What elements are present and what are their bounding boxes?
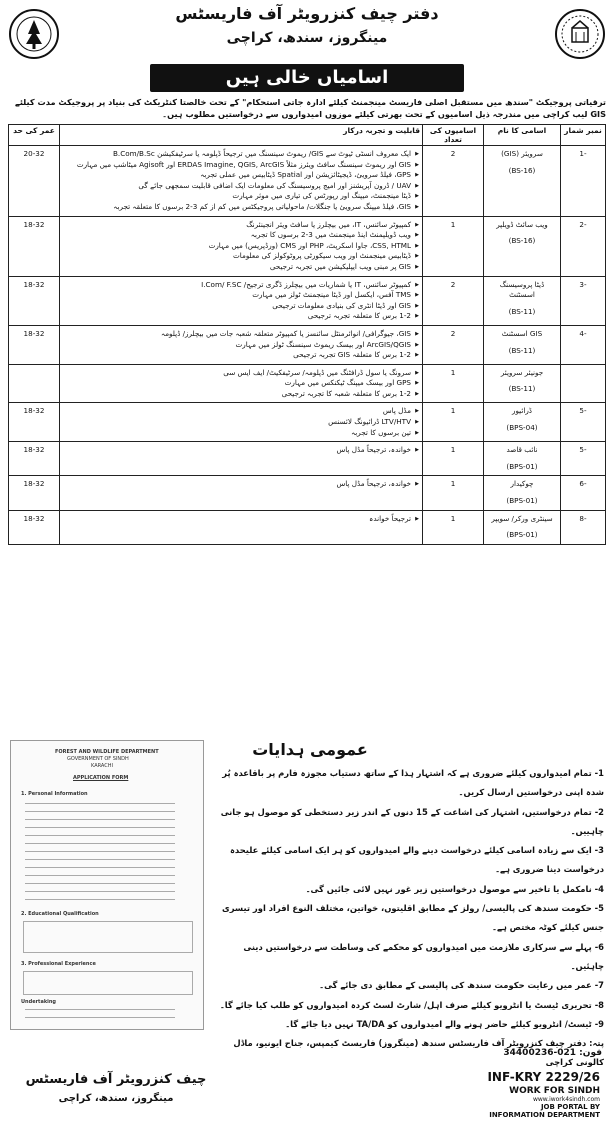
- post-scale: (BS-16): [508, 236, 536, 246]
- post-name: ویب سائٹ ڈویلپر: [496, 219, 548, 229]
- qualification-item: ▶ ڈیٹابیس مینجمنٹ اور ویب سیکورٹی پروٹوکولز کی معلومات: [63, 251, 419, 262]
- forest-department-logo-icon: [8, 8, 60, 60]
- instruction-item: 7- عمر میں رعایت حکومت سندھ کی پالیسی کے مطابق دی جائے گی۔: [319, 980, 604, 991]
- qualification-item: ▶ ایک معروف انسٹی ٹیوٹ سے GIS/ ریموٹ سینسنگ میں ترجیحاً ڈپلومہ یا سرٹیفکیشن B.Com/B.Sc: [63, 149, 419, 160]
- instruction-item: 9- ٹیسٹ/ انٹرویو کیلئے حاضر ہونے والے امیدواروں کو TA/DA نہیں دیا جائے گا۔: [285, 1018, 604, 1029]
- qualification-item: ▶ 1-2 برس کا متعلقہ شعبہ کا تجربہ ترجیحی: [63, 389, 419, 400]
- table-row: [9, 476, 606, 510]
- row-sno: -5: [561, 403, 606, 442]
- signatory-name: چیف کنزرویٹر آف فاریسٹس: [25, 1072, 207, 1087]
- row-post-title: [484, 276, 561, 325]
- post-name: سرویئر (GIS): [501, 149, 543, 158]
- post-scale: (BS-16): [508, 165, 536, 175]
- row-qualification: [60, 364, 423, 403]
- header-qualification: قابلیت و تجربہ درکار: [60, 125, 423, 146]
- qualification-item: ▶ کمپیوٹر سائنس، IT یا شماریات میں بیچلرز ڈگری ترجیح/ I.Com/ F.SC: [63, 280, 419, 291]
- row-sno: -1: [561, 146, 606, 217]
- row-sno: -2: [561, 216, 606, 276]
- qualification-list: [63, 329, 419, 361]
- header-age: عمر کی حد: [9, 125, 60, 146]
- row-sno: -8: [561, 510, 606, 544]
- row-post-count: 1: [423, 403, 484, 442]
- qualification-item: ▶ GIS اور ڈیٹا انٹری کی بنیادی معلومات ترجیحی: [63, 301, 419, 312]
- form-section-experience: 3. Professional Experience: [21, 961, 96, 967]
- row-sno: -5: [561, 442, 606, 476]
- instructions-list: [210, 764, 604, 1073]
- qualification-item: ▶ خواندہ، ترجیحاً مڈل پاس: [63, 479, 419, 490]
- row-sno: -3: [561, 276, 606, 325]
- qualification-list: [63, 479, 419, 490]
- qualification-item: ▶ UAV / ڈرون آپریشنز اور امیج پروسیسنگ کی معلومات ایک اضافی قابلیت سمجھی جائے گی: [63, 181, 419, 192]
- row-qualification: [60, 325, 423, 364]
- row-qualification: [60, 442, 423, 476]
- header-title: اسامی کا نام: [484, 125, 561, 146]
- qualification-item: ▶ کمپیوٹر سائنس، IT، میں بیچلرز یا سافٹ ویئر انجینئرنگ: [63, 220, 419, 231]
- post-name: ڈرائیور: [511, 406, 533, 416]
- instruction-item: 2- تمام درخواستیں، اشتہار کی اشاعت کے 15 دنوں کے اندر زیر دستخطی کو موصول ہو جانی چاہییں۔: [220, 806, 604, 836]
- form-gov: GOVERNMENT OF SINDH: [67, 756, 129, 762]
- row-qualification: [60, 510, 423, 544]
- instruction-item: 5- حکومت سندھ کی پالیسی/ رولز کے مطابق اقلیتوں، خواتین، مختلف النوع افراد اور تیسری جنس کیلئے کوٹہ مختص ہے۔: [222, 903, 604, 933]
- instruction-item: 1- تمام امیدواروں کیلئے ضروری ہے کہ اشتہار ہذا کے ساتھ دستیاب مجوزہ فارم پر باقاعدہ پُر شدہ اپنی درخواستیں ارسال کریں۔: [222, 768, 604, 798]
- qualification-list: [63, 406, 419, 438]
- qualification-list: [63, 368, 419, 400]
- contact-phone: فون: 021-34400236: [503, 1048, 602, 1058]
- row-post-count: 2: [423, 325, 484, 364]
- row-age-limit: 18-32: [9, 216, 60, 276]
- ad-reference-block: [460, 1070, 600, 1119]
- instruction-item: 4- نامکمل یا تاخیر سے موصول درخواستیں زیر غور نہیں لائی جائیں گی۔: [305, 883, 604, 894]
- signatory-place: مینگروز، سندھ، کراچی: [58, 1093, 174, 1104]
- row-age-limit: 18-32: [9, 403, 60, 442]
- row-age-limit: 18-32: [9, 510, 60, 544]
- table-row: [9, 146, 606, 217]
- table-row: [9, 364, 606, 403]
- qualification-list: [63, 220, 419, 273]
- row-post-title: [484, 364, 561, 403]
- qualification-item: ▶ CSS, HTML، جاوا اسکرپٹ، PHP اور CMS (ورڈپریس) میں مہارت: [63, 241, 419, 252]
- qualification-item: ▶ ترجیحاً خواندہ: [63, 514, 419, 525]
- row-post-count: 1: [423, 216, 484, 276]
- post-scale: (BS-11): [508, 384, 536, 394]
- row-age-limit: 18-32: [9, 325, 60, 364]
- row-sno: -4: [561, 325, 606, 364]
- row-post-title: [484, 476, 561, 510]
- office-address: پتہ: دفتر چیف کنزرویٹر آف فاریسٹس سندھ (مینگروز) فاریسٹ کیمپس، جناح ایونیو، ماڈل کالونی کراچی: [233, 1038, 604, 1068]
- row-age-limit: [9, 364, 60, 403]
- row-post-count: 1: [423, 510, 484, 544]
- form-doc-title: APPLICATION FORM: [73, 775, 129, 781]
- qualification-item: ▶ TMS آفس، ایکسل اور ڈیٹا مینجمنٹ ٹولز میں مہارت: [63, 290, 419, 301]
- row-post-count: 2: [423, 146, 484, 217]
- row-post-title: [484, 216, 561, 276]
- form-org: FOREST AND WILDLIFE DEPARTMENT: [55, 749, 159, 755]
- office-title: دفتر چیف کنزرویٹر آف فاریسٹس: [175, 4, 439, 23]
- table-row: [9, 216, 606, 276]
- form-section-undertaking: Undertaking: [21, 999, 56, 1005]
- post-name: ڈیٹا پروسیسنگ اسسٹنٹ: [499, 279, 545, 300]
- form-city: KARACHI: [91, 763, 113, 769]
- post-name: نائب قاصد: [506, 445, 538, 455]
- qualification-list: [63, 514, 419, 525]
- signatory-block: [16, 1072, 216, 1104]
- qualification-item: ▶ ArcGIS/QGIS اور بیسک ریموٹ سینسنگ ٹولز میں مہارت: [63, 340, 419, 351]
- ad-reference-code: INF-KRY 2229/26: [487, 1070, 600, 1084]
- row-age-limit: 18-32: [9, 442, 60, 476]
- header: [0, 0, 614, 92]
- table-row: [9, 510, 606, 544]
- application-form-thumbnail: [10, 740, 204, 1030]
- row-sno: -6: [561, 476, 606, 510]
- post-scale: (BS-11): [508, 345, 536, 355]
- table-row: [9, 325, 606, 364]
- qualification-item: ▶ 1-2 برس کا متعلقہ تجربہ ترجیحی: [63, 311, 419, 322]
- row-post-title: [484, 510, 561, 544]
- row-age-limit: 18-32: [9, 476, 60, 510]
- vacancies-table: [8, 124, 606, 545]
- instruction-item: 6- پہلے سے سرکاری ملازمت میں امیدواروں کو محکمے کی وساطت سے درخواستیں دینی چاہئیں۔: [243, 941, 604, 971]
- vacancies-banner: اسامیاں خالی ہیں: [150, 64, 464, 92]
- qualification-item: ▶ تین برسوں کا تجربہ: [63, 428, 419, 439]
- form-section-education: 2. Educational Qualification: [21, 911, 99, 917]
- job-portal-url[interactable]: www.iwork4sindh.com: [532, 1096, 600, 1103]
- qualification-item: ▶ GIS پر مبنی ویب ایپلیکیشن میں تجربہ ترجیحی: [63, 262, 419, 273]
- qualification-item: ▶ ویب ڈویلپمنٹ اینڈ مینجمنٹ میں 3-2 برسوں کا تجربہ: [63, 230, 419, 241]
- header-sno: نمبر شمار: [561, 125, 606, 146]
- qualification-item: ▶ ڈیٹا مینجمنٹ، میپنگ اور رپورٹس کی تیاری میں موثر مہارت: [63, 191, 419, 202]
- qualification-item: ▶ GPS اور بیسک میپنگ ٹیکنکس میں مہارت: [63, 378, 419, 389]
- post-scale: (BPS-01): [506, 461, 538, 471]
- header-count: اسامیوں کی تعداد: [423, 125, 484, 146]
- qualification-list: [63, 445, 419, 456]
- qualification-item: ▶ مڈل پاس: [63, 406, 419, 417]
- qualification-item: ▶ GIS اور ریموٹ سینسنگ سافٹ ویئرز مثلاً ERDAS Imagine, QGIS, ArcGIS اور Agisoft میٹاشپ میں مہارت: [63, 160, 419, 171]
- qualification-item: ▶ 1-2 برس کا متعلقہ GIS تجربہ ترجیحی: [63, 350, 419, 361]
- sindh-government-seal-icon: [554, 8, 606, 60]
- job-portal-label: JOB PORTAL BY: [540, 1103, 600, 1111]
- form-section-personal: 1. Personal Information: [21, 791, 88, 797]
- intro-paragraph: ترقیاتی پروجیکٹ "سندھ میں مستقبل اصلی فاریسٹ مینجمنٹ کیلئے ادارہ جاتی استحکام" کے تحت خالصتا کنٹریکٹ کی بنیاد پر پروجیکٹ مدت کیلئے GIS لیب کراچی میں مندرجہ ذیل اسامیوں کے تحت بھرتی کیلئے موزوں امیدواروں سے درخواستیں مطلوب ہیں۔: [15, 97, 606, 119]
- qualification-item: ▶ خواندہ، ترجیحاً مڈل پاس: [63, 445, 419, 456]
- post-scale: (BPS-01): [506, 530, 538, 540]
- qualification-list: [63, 149, 419, 213]
- information-department-label: INFORMATION DEPARTMENT: [489, 1111, 600, 1119]
- instruction-item: 8- تحریری ٹیسٹ یا انٹرویو کیلئے صرف اہل/ شارٹ لسٹ کردہ امیدواروں کو طلب کیا جائے گا۔: [219, 999, 604, 1010]
- instructions-title: عمومی ہدایات: [252, 740, 368, 759]
- work-for-sindh-logo: WORK FOR SINDH: [509, 1086, 600, 1096]
- row-post-count: 1: [423, 364, 484, 403]
- post-name: سینٹری ورکر/ سویپر: [491, 513, 553, 523]
- row-post-title: [484, 442, 561, 476]
- qualification-item: ▶ GIS، فیلڈ میپنگ سرویئ یا جنگلات/ ماحولیاتی پروجیکٹس میں کم از کم 3-2 برسوں کا متعلقہ تجربہ: [63, 202, 419, 213]
- row-post-count: 1: [423, 476, 484, 510]
- row-post-count: 2: [423, 276, 484, 325]
- row-qualification: [60, 276, 423, 325]
- row-post-count: 1: [423, 442, 484, 476]
- row-qualification: [60, 216, 423, 276]
- table-header-row: [9, 125, 606, 146]
- qualification-item: ▶ سرونگ یا سول ڈرافٹنگ میں ڈپلومہ/ سرٹیفکیٹ/ ایف ایس سی: [63, 368, 419, 379]
- qualification-list: [63, 280, 419, 322]
- post-name: چوکیدار: [510, 479, 534, 489]
- table-row: [9, 276, 606, 325]
- instruction-item: 3- ایک سے زیادہ اسامی کیلئے درخواست دینے والے امیدواروں کو ہر ایک اسامی کیلئے علیحدہ درخواست دینا ضروری ہے۔: [230, 845, 604, 875]
- row-age-limit: 20-32: [9, 146, 60, 217]
- row-qualification: [60, 476, 423, 510]
- table-row: [9, 442, 606, 476]
- row-qualification: [60, 403, 423, 442]
- row-post-title: [484, 146, 561, 217]
- post-scale: (BS-11): [508, 306, 536, 316]
- qualification-item: ▶ GIS، جیوگرافی/ انوائرمنٹل سائنسز یا کمپیوٹر متعلقہ شعبہ جات میں بیچلرز/ ڈپلومہ: [63, 329, 419, 340]
- post-scale: (BPS-04): [506, 423, 538, 433]
- post-name: GIS اسسٹنٹ: [501, 328, 543, 338]
- office-location: مینگروز، سندھ، کراچی: [226, 30, 388, 46]
- table-row: [9, 403, 606, 442]
- row-qualification: [60, 146, 423, 217]
- row-sno: [561, 364, 606, 403]
- post-name: جونیئر سرویئر: [500, 367, 544, 377]
- post-scale: (BPS-01): [506, 496, 538, 506]
- qualification-item: ▶ GPS، فیلڈ سرویئ، ڈیجیٹائزیشن اور Spatial ڈیٹابیس میں عملی تجربہ: [63, 170, 419, 181]
- qualification-item: ▶ LTV/HTV ڈرائیونگ لائسنس: [63, 417, 419, 428]
- row-age-limit: 18-32: [9, 276, 60, 325]
- row-post-title: [484, 325, 561, 364]
- row-post-title: [484, 403, 561, 442]
